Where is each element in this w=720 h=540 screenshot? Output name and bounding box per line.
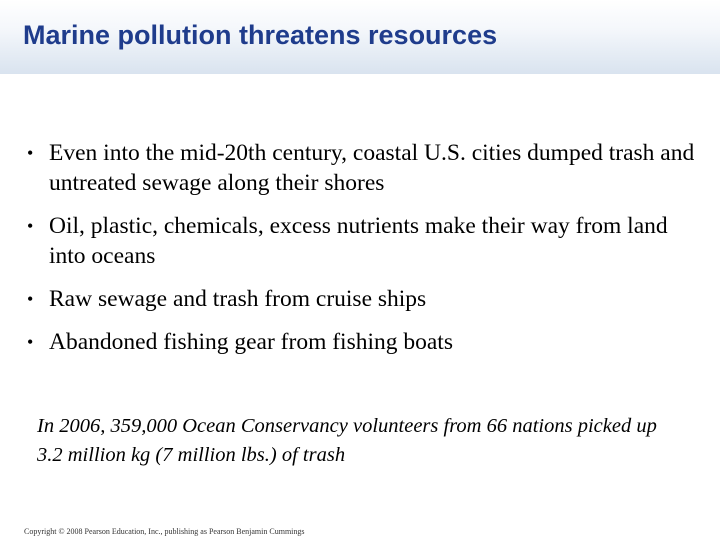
- bullet-text: Oil, plastic, chemicals, excess nutrients make their way from land into oceans: [49, 213, 668, 269]
- bullet-item: [27, 284, 707, 314]
- bullet-item: [27, 327, 707, 357]
- bullet-dot-icon: •: [27, 143, 34, 163]
- bullet-text: Abandoned fishing gear from fishing boats: [49, 329, 453, 355]
- bullet-dot-icon: •: [27, 332, 34, 352]
- bullet-item: [27, 211, 707, 271]
- bullet-dot-icon: •: [27, 216, 34, 236]
- bullet-dot-icon: •: [27, 289, 34, 309]
- slide-title: Marine pollution threatens resources: [23, 20, 498, 50]
- title-bar: [0, 0, 720, 74]
- bullet-item: [27, 138, 707, 198]
- bullet-list: [27, 138, 707, 370]
- bullet-text: Even into the mid-20th century, coastal U.S. cities dumped trash and untreated sewage along their shores: [49, 140, 695, 196]
- copyright-footer: Copyright © 2008 Pearson Education, Inc., publishing as Pearson Benjamin Cummings: [24, 527, 305, 536]
- statistic-note: In 2006, 359,000 Ocean Conservancy volunteers from 66 nations picked up 3.2 million kg (7 million lbs.) of trash: [37, 415, 657, 466]
- bullet-text: Raw sewage and trash from cruise ships: [49, 286, 427, 312]
